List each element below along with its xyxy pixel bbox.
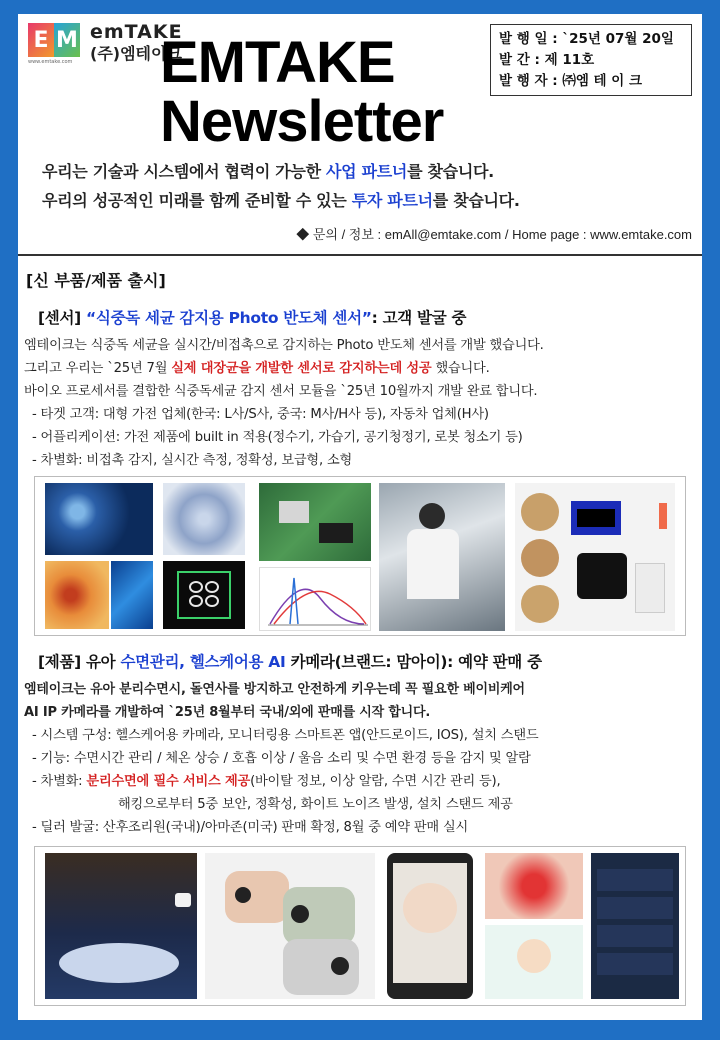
section-title: [신 부품/제품 출시] [26,271,166,290]
publication-publisher: 발 행 자 : ㈜엠 테 이 크 [499,73,643,89]
company-logo [28,23,80,67]
camera-paragraph-2: AI IP 카메라를 개발하여 `25년 8월부터 국내/외에 판매를 시작 합니다. [24,705,431,720]
sensor-paragraph-3: 바이오 프로세서를 결합한 식중독세균 감지 센서 모듈을 `25년 10월까지 개발 완료 합니다. [24,384,538,399]
sensor-paragraph-1: 엠테이크는 식중독 세균을 실시간/비접촉으로 감지하는 Photo 반도체 센서를 개발 했습니다. [24,338,544,353]
camera-bullet-differentiation: - 차별화: 분리수면에 필수 서비스 제공(바이탈 정보, 이상 알람, 수면 시간 관리 등), [32,774,501,789]
publication-info-box [490,24,692,96]
bacteria-image-3 [45,561,109,629]
sensor-bullet-target: - 타겟 고객: 대형 가전 업체(한국: L사/S사, 중국: M사/H사 등), 자동차 업체(H사) [32,407,489,422]
baby-crib-image [45,853,197,999]
sensor-chip-image [163,561,245,629]
lab-researcher-image [379,483,505,631]
newsletter-title-line1: EMTAKE [160,30,395,95]
contact-info: ◆ 문의 / 정보 : emAll@emtake.com / Home page : www.emtake.com [296,227,692,242]
camera-product-image [205,853,375,999]
sensor-photo-strip [34,476,686,636]
sensor-spectrum-chart-image [259,567,371,631]
camera-paragraph-1: 엠테이크는 유아 분리수면시, 돌연사를 방지하고 안전하게 키우는데 꼭 필요한 베이비케어 [24,682,525,697]
publication-date: 발 행 일 : `25년 07월 20일 [499,31,674,47]
sensor-paragraph-2: 그리고 우리는 `25년 7월 실제 대장균을 개발한 센서로 감지하는데 성공 했습니다. [24,361,490,376]
body-temperature-image [485,853,583,919]
baby-thermometer-image [485,925,583,999]
sensor-heading: [센서] “식중독 세균 감지용 Photo 반도체 센서”: 고객 발굴 중 [38,309,467,327]
publication-issue: 발 간 : 제 11호 [499,52,595,68]
slogan-line-2: 우리의 성공적인 미래를 함께 준비할 수 있는 투자 파트너를 찾습니다. [42,191,520,210]
sleep-stats-app-image [591,853,679,999]
camera-bullet-differentiation-cont: 해킹으로부터 5중 보안, 정확성, 화이트 노이즈 발생, 설치 스탠드 제공 [118,797,513,812]
camera-bullet-function: - 기능: 수면시간 관리 / 체온 상승 / 호흡 이상 / 울음 소리 및 수면 환경 등을 감지 및 알람 [32,751,531,766]
camera-bullet-system: - 시스템 구성: 헬스케어용 카메라, 모니터링용 스마트폰 앱(안드로이드, IOS), 설치 스탠드 [32,728,539,743]
camera-heading: [제품] 유아 수면관리, 헬스케어용 AI 카메라(브랜드: 맘아이): 예약 판매 중 [38,653,542,671]
sensor-bullet-application: - 어플리케이션: 가전 제품에 built in 적용(정수기, 가습기, 공기청정기, 로봇 청소기 등) [32,430,523,445]
sensor-bullet-differentiation: - 차별화: 비접촉 감지, 실시간 측정, 정확성, 보급형, 소형 [32,453,353,468]
newsletter-title-line2: Newsletter [160,89,444,154]
newsletter-page [18,14,702,1020]
smartphone-app-image [387,853,473,999]
slogan-line-1: 우리는 기술과 시스템에서 협력이 가능한 사업 파트너를 찾습니다. [42,162,494,181]
logo-url: www.emtake.com [28,59,73,65]
sensor-board-image [259,483,371,561]
header-divider [18,254,702,256]
bacteria-image-4 [111,561,153,629]
bacteria-image-2 [163,483,245,555]
brand-name-ko: (주)엠테이크 [90,44,182,63]
sensor-module-petri-dish-image [515,483,675,631]
em-logo-icon: E M [28,23,80,57]
camera-photo-strip [34,846,686,1006]
bacteria-image-1 [45,483,153,555]
brand-name-en: emTAKE [90,21,183,43]
camera-bullet-dealer: - 딜러 발굴: 산후조리원(국내)/아마존(미국) 판매 확정, 8월 중 예약 판매 실시 [32,820,469,835]
